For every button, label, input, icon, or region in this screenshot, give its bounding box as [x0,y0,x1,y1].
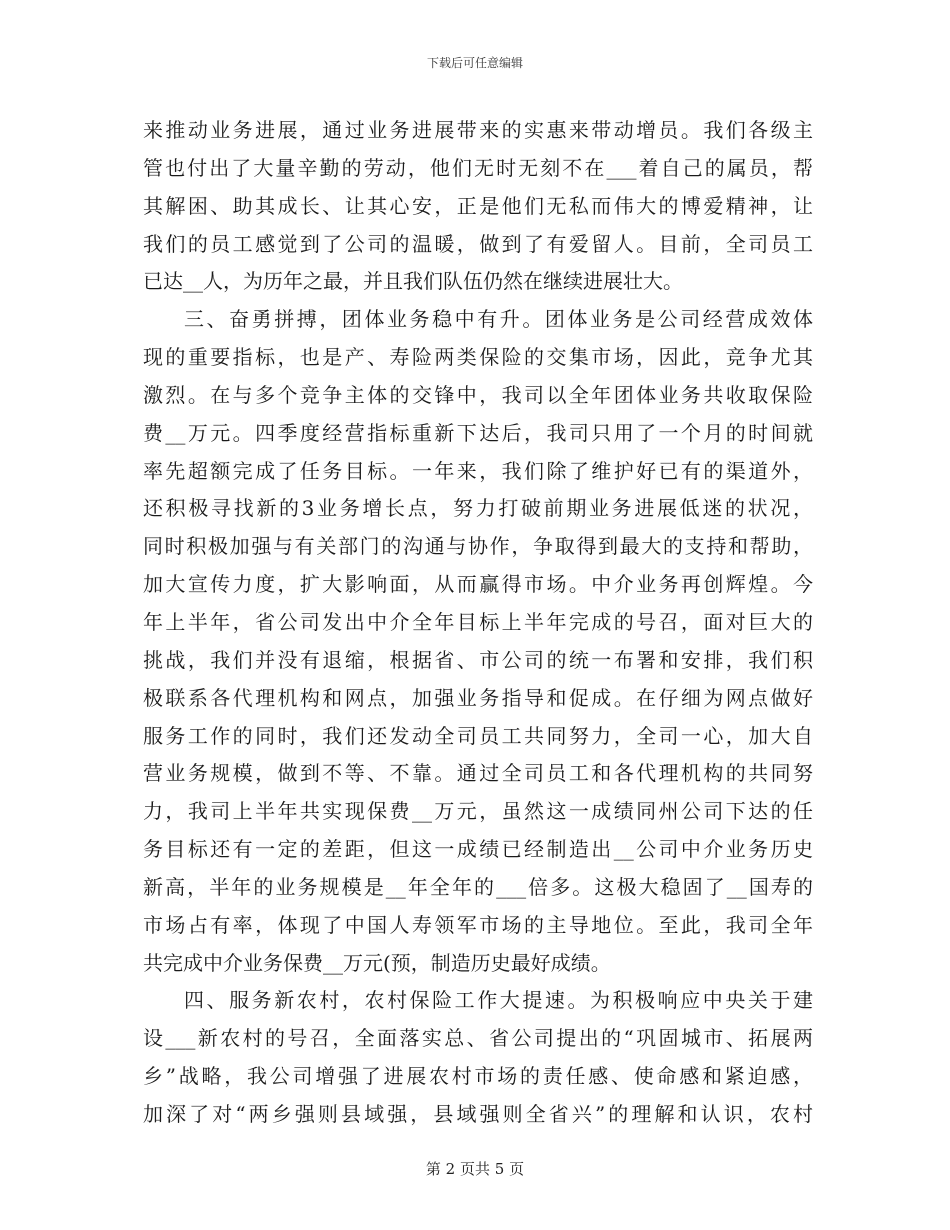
text-line: 极联系各代理机构和网点，加强业务指导和促成。在仔细为网点做好 [143,685,813,710]
text-line: 我们的员工感觉到了公司的温暖，做到了有爱留人。目前，全司员工 [143,231,813,256]
text-line: 服务工作的同时，我们还发动全司员工共同努力，全司一心，加大自 [143,723,813,748]
text-line: 共完成中介业务保费__万元(预，制造历史最好成绩。 [143,950,611,975]
text-line: 营业务规模，做到不等、不靠。通过全司员工和各代理机构的共同努 [143,761,813,786]
text-line: 加深了对“两乡强则县域强，县域强则全省兴”的理解和认识，农村 [143,1101,813,1126]
text-line: 新高，半年的业务规模是__年全年的___倍多。这极大稳固了__国寿的 [143,874,813,899]
page-header: 下载后可任意编辑 [426,56,523,70]
text-line: 乡”战略，我公司增强了进展农村市场的责任感、使命感和紧迫感， [143,1064,813,1089]
text-line: 管也付出了大量辛勤的劳动，他们无时无刻不在___着自己的属员，帮 [143,155,813,180]
text-line: 现的重要指标，也是产、寿险两类保险的交集市场，因此，竞争尤其 [143,345,813,370]
text-line: 市场占有率，体现了中国人寿领军市场的主导地位。至此，我司全年 [143,912,813,937]
paragraph-start-line: 三、奋勇拼搏，团体业务稳中有升。团体业务是公司经营成效体 [184,307,813,332]
text-line: 费__万元。四季度经营指标重新下达后，我司只用了一个月的时间就 [143,420,813,445]
text-line: 设___新农村的号召，全面落实总、省公司提出的“巩固城市、拓展两 [143,1026,813,1051]
text-line: 务目标还有一定的差距，但这一成绩已经制造出__公司中介业务历史 [143,837,813,862]
text-line: 年上半年，省公司发出中介全年目标上半年完成的号召，面对巨大的 [143,609,813,634]
text-line: 挑战，我们并没有退缩，根据省、市公司的统一布署和安排，我们积 [143,647,813,672]
text-line: 激烈。在与多个竞争主体的交锋中，我司以全年团体业务共收取保险 [143,382,813,407]
document-body [143,112,813,1134]
text-line: 率先超额完成了任务目标。一年来，我们除了维护好已有的渠道外， [143,458,813,483]
text-line: 还积极寻找新的3业务增长点，努力打破前期业务进展低迷的状况， [143,496,813,521]
text-line: 已达__人，为历年之最，并且我们队伍仍然在继续进展壮大。 [143,269,683,294]
text-line: 加大宣传力度，扩大影响面，从而赢得市场。中介业务再创辉煌。今 [143,572,813,597]
text-line: 其解困、助其成长、让其心安，正是他们无私而伟大的博爱精神，让 [143,193,813,218]
page-number-footer: 第 2 页共 5 页 [425,1160,525,1178]
text-line: 力，我司上半年共实现保费__万元，虽然这一成绩同州公司下达的任 [143,799,813,824]
text-line: 同时积极加强与有关部门的沟通与协作，争取得到最大的支持和帮助， [143,534,813,559]
paragraph-start-line: 四、服务新农村，农村保险工作大提速。为积极响应中央关于建 [184,988,813,1013]
text-line: 来推动业务进展，通过业务进展带来的实惠来带动增员。我们各级主 [143,118,813,142]
